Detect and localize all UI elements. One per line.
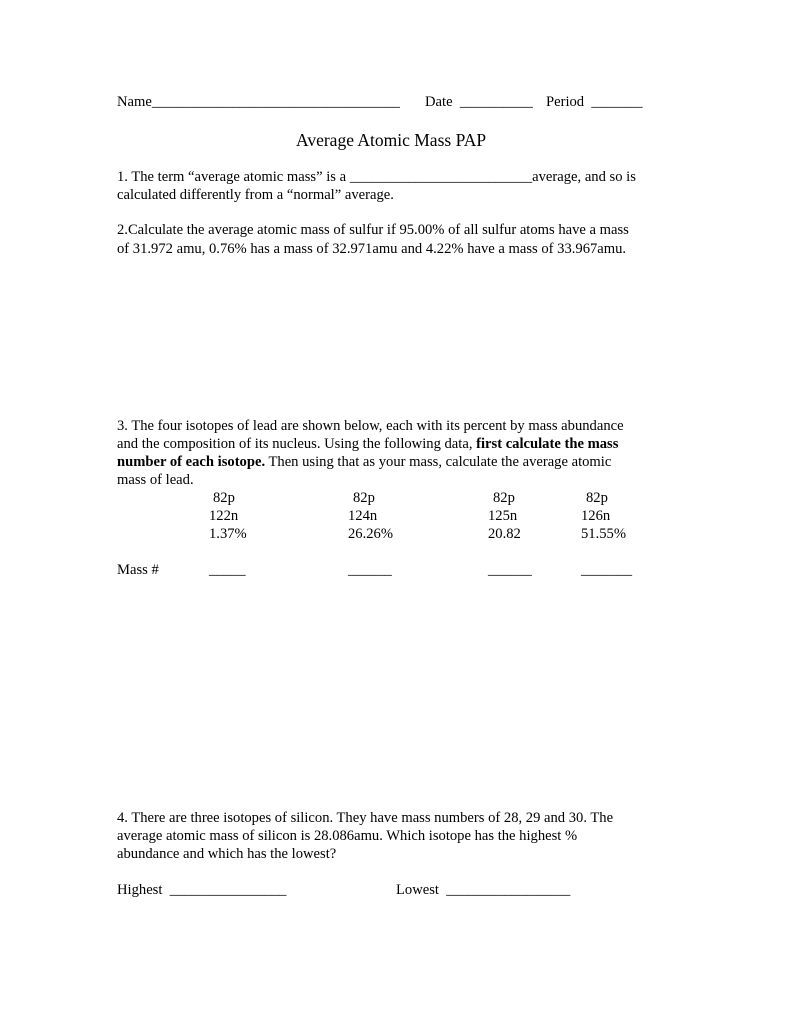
question-2-line-2: of 31.972 amu, 0.76% has a mass of 32.971amu and 4.22% have a mass of 33.967amu.: [117, 241, 627, 257]
question-4-line-1: 4. There are three isotopes of silicon. They have mass numbers of 28, 29 and 30. The: [117, 810, 614, 826]
question-1-line-2: calculated differently from a “normal” average.: [117, 187, 394, 203]
date-line: [425, 93, 533, 111]
highest-answer-line: [117, 881, 286, 899]
q3-line-3-bold: number of each isotope.: [117, 454, 266, 470]
question-3-line-2: [117, 435, 618, 453]
period-blank[interactable]: _______: [591, 94, 643, 110]
question-3-line-1: 3. The four isotopes of lead are shown below, each with its percent by mass abundance: [117, 418, 624, 434]
mass-number-blank[interactable]: ______: [348, 562, 392, 578]
highest-blank[interactable]: ________________: [169, 882, 287, 898]
question-2-line-1: 2.Calculate the average atomic mass of sulfur if 95.00% of all sulfur atoms have a mass: [117, 222, 629, 238]
lowest-answer-line: [396, 881, 570, 899]
highest-label: Highest: [117, 882, 163, 898]
mass-number-blank[interactable]: _____: [209, 562, 246, 578]
q1-text-pre: 1. The term “average atomic mass” is a: [117, 169, 350, 185]
isotope-column: [488, 489, 521, 543]
isotope-column: [581, 489, 626, 543]
question-1-line-1: [117, 168, 636, 186]
isotope-protons: 82p: [353, 490, 375, 506]
q1-answer-blank[interactable]: _________________________: [349, 169, 533, 185]
mass-number-blank[interactable]: ______: [488, 562, 532, 578]
name-blank[interactable]: __________________________________: [151, 94, 400, 110]
lowest-label: Lowest: [396, 882, 439, 898]
isotope-abundance: 1.37%: [209, 526, 247, 542]
question-3-line-3: [117, 453, 611, 471]
date-label: Date: [425, 94, 453, 110]
name-label: Name: [117, 94, 152, 110]
isotope-abundance: 20.82: [488, 526, 521, 542]
q3-line-2-bold: first calculate the mass: [476, 436, 619, 452]
mass-number-blank[interactable]: _______: [581, 562, 633, 578]
isotope-neutrons: 122n: [209, 508, 239, 524]
question-4-line-2: average atomic mass of silicon is 28.086amu. Which isotope has the highest %: [117, 828, 578, 844]
isotope-neutrons: 125n: [488, 508, 518, 524]
name-line: [117, 93, 400, 111]
question-3-line-4: mass of lead.: [117, 472, 194, 488]
period-line: [546, 93, 642, 111]
isotope-neutrons: 126n: [581, 508, 611, 524]
isotope-column: [348, 489, 393, 543]
q3-line-2-text: and the composition of its nucleus. Using the following data,: [117, 436, 477, 452]
page-title: Average Atomic Mass PAP: [296, 130, 487, 150]
isotope-column: [209, 489, 247, 543]
isotope-abundance: 26.26%: [348, 526, 393, 542]
lowest-blank[interactable]: _________________: [446, 882, 571, 898]
isotope-protons: 82p: [493, 490, 515, 506]
period-label: Period: [546, 94, 585, 110]
q1-text-post: average, and so is: [532, 169, 636, 185]
isotope-protons: 82p: [213, 490, 235, 506]
mass-number-label: Mass #: [117, 562, 159, 578]
isotope-protons: 82p: [586, 490, 608, 506]
isotope-abundance: 51.55%: [581, 526, 626, 542]
isotope-neutrons: 124n: [348, 508, 378, 524]
q3-line-3-text: Then using that as your mass, calculate the average atomic: [265, 454, 612, 470]
question-4-line-3: abundance and which has the lowest?: [117, 846, 337, 862]
date-blank[interactable]: __________: [459, 94, 533, 110]
